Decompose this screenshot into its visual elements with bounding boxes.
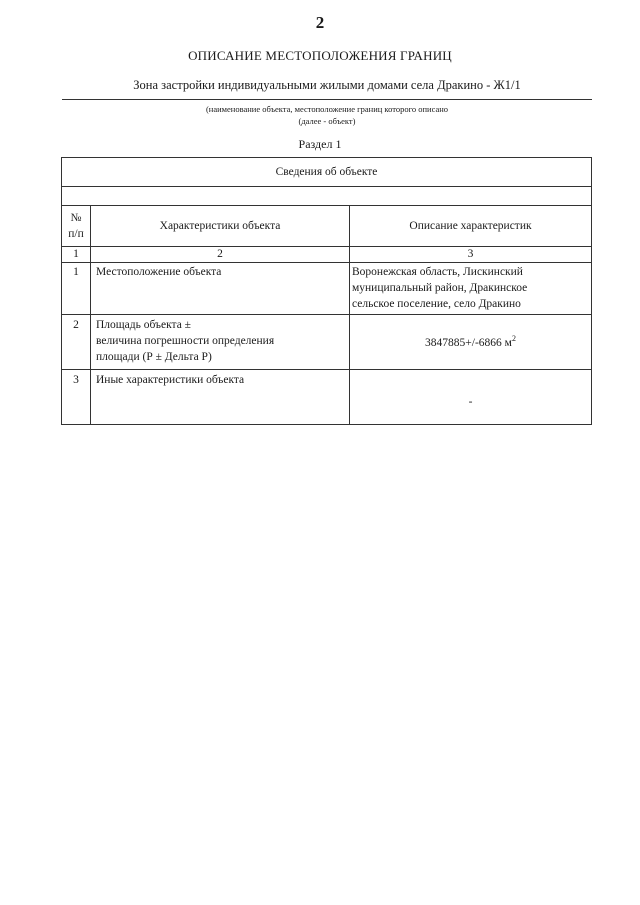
- table-empty-row: [62, 187, 592, 206]
- row-number: 1: [62, 263, 91, 315]
- row-number: 2: [62, 315, 91, 370]
- area-label-line-3: площади (Р ± Дельта Р): [96, 351, 212, 363]
- column-index-1: 1: [62, 247, 91, 263]
- area-value: 3847885+/-6866 м: [425, 337, 512, 349]
- column-index-3: 3: [350, 247, 592, 263]
- location-line-3: сельское поселение, село Дракино: [352, 298, 521, 310]
- object-caption-line-1: (наименование объекта, местоположение границ которого описано: [205, 104, 449, 114]
- row-description: -: [350, 370, 592, 425]
- table-row: [62, 263, 592, 315]
- table-row: [62, 315, 592, 370]
- area-label-line-1: Площадь объекта ±: [96, 319, 191, 331]
- table-header-row: [62, 158, 592, 187]
- row-description: [350, 315, 592, 370]
- area-unit-exponent: 2: [511, 334, 516, 344]
- section-title: Раздел 1: [298, 137, 342, 151]
- row-number: 3: [62, 370, 91, 425]
- object-caption: [62, 103, 592, 127]
- column-header-number-line-2: п/п: [68, 228, 84, 240]
- page-number: 2: [315, 13, 325, 32]
- table-row: [62, 370, 592, 425]
- table-index-row: [62, 247, 592, 263]
- table-column-header-row: [62, 206, 592, 247]
- column-header-description: Описание характеристик: [350, 206, 592, 247]
- location-line-2: муниципальный район, Дракинское: [352, 282, 528, 294]
- object-caption-line-2: (далее - объект): [298, 116, 356, 126]
- location-line-1: Воронежская область, Лискинский: [352, 266, 523, 278]
- column-index-2: 2: [91, 247, 350, 263]
- table-empty-cell: [62, 187, 592, 206]
- column-header-characteristic: Характеристики объекта: [91, 206, 350, 247]
- column-header-number: [62, 206, 91, 247]
- area-label-line-2: величина погрешности определения: [96, 335, 275, 347]
- object-name-underline: [62, 99, 592, 100]
- document-title: ОПИСАНИЕ МЕСТОПОЛОЖЕНИЯ ГРАНИЦ: [188, 48, 452, 63]
- object-info-table: [61, 157, 592, 425]
- row-characteristic: Местоположение объекта: [91, 263, 350, 315]
- row-characteristic: [91, 315, 350, 370]
- object-name: Зона застройки индивидуальными жилыми домами села Дракино - Ж1/1: [133, 78, 521, 92]
- table-header: Сведения об объекте: [62, 158, 592, 187]
- row-characteristic: Иные характеристики объекта: [91, 370, 350, 425]
- row-description: [350, 263, 592, 315]
- column-header-number-line-1: №: [70, 212, 82, 224]
